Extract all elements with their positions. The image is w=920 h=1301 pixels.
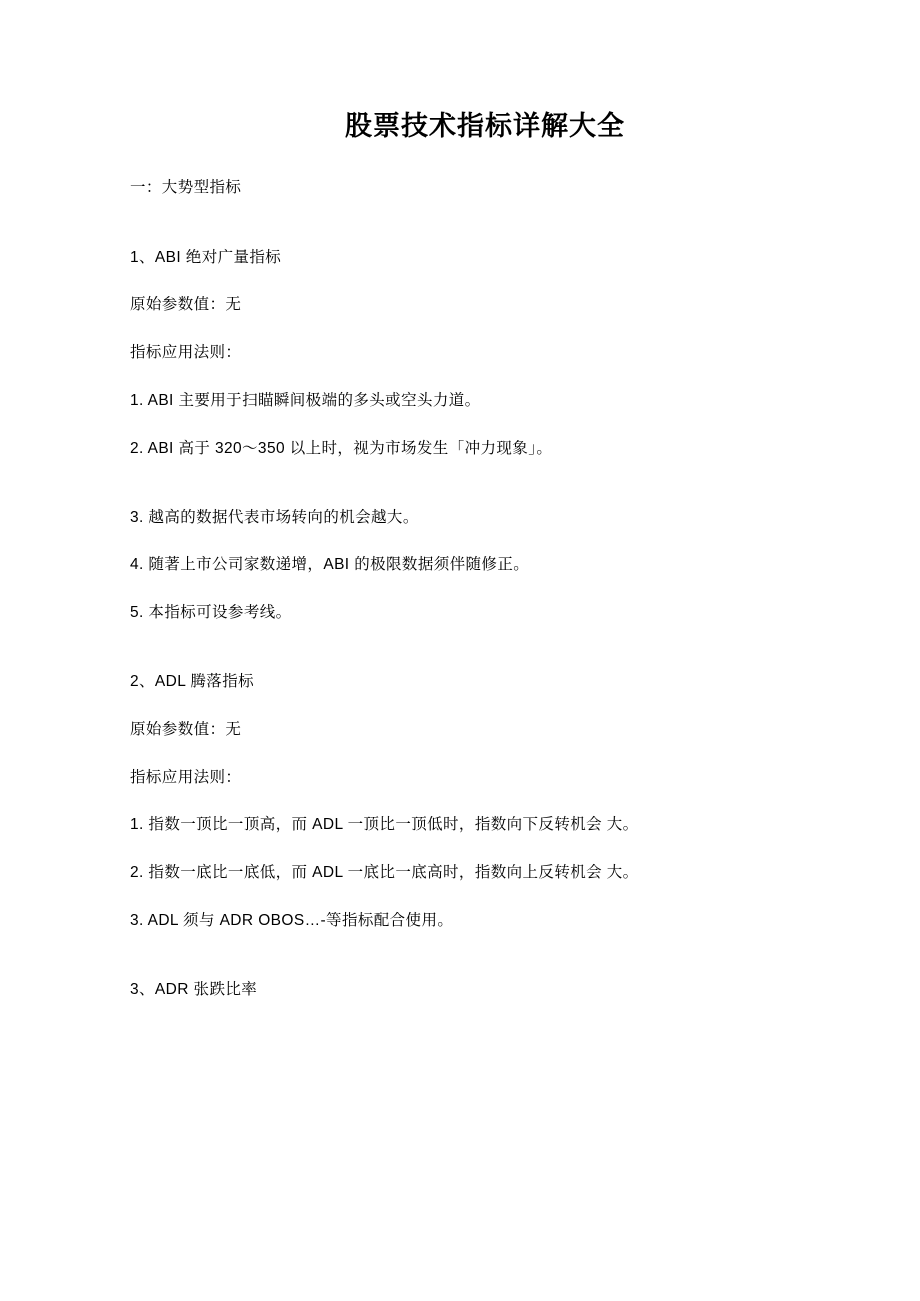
section-heading: 一：大势型指标 [130,178,242,196]
rule-item: 3. 越高的数据代表市场转向的机会越大。 [130,508,419,526]
rule-item: 4. 随著上市公司家数递增，ABI 的极限数据须伴随修正。 [130,556,530,574]
spacer [130,224,828,246]
rule-item: 1. ABI 主要用于扫瞄瞬间极端的多头或空头力道。 [130,391,481,409]
page-title: 股票技术指标详解大全 [345,111,625,141]
indicator-params: 原始参数值：无 [130,720,242,738]
indicator-name: 1、ABI 绝对广量指标 [130,248,282,266]
rule-item: 2. 指数一底比一底低，而 ADL 一底比一底高时，指数向上反转机会 大。 [130,864,639,882]
indicator-group-adr [130,978,828,1003]
indicator-group-abi [130,246,828,626]
indicator-group-adl [130,670,828,934]
indicator-params: 原始参数值：无 [130,296,242,314]
rule-item: 1. 指数一顶比一顶高，而 ADL 一顶比一顶低时，指数向下反转机会 大。 [130,816,639,834]
rule-item: 2. ABI 高于 320〜350 以上时，视为市场发生「冲力现象」。 [130,439,553,457]
indicator-name: 2、ADL 腾落指标 [130,672,255,690]
section-heading-block [130,176,828,201]
rule-item: 5. 本指标可设参考线。 [130,604,292,622]
rule-item: 3. ADL 须与 ADR OBOS…-等指标配合使用。 [130,911,454,929]
rules-label: 指标应用法则： [130,344,242,362]
indicator-name: 3、ADR 张跌比率 [130,980,258,998]
rules-label: 指标应用法则： [130,768,242,786]
